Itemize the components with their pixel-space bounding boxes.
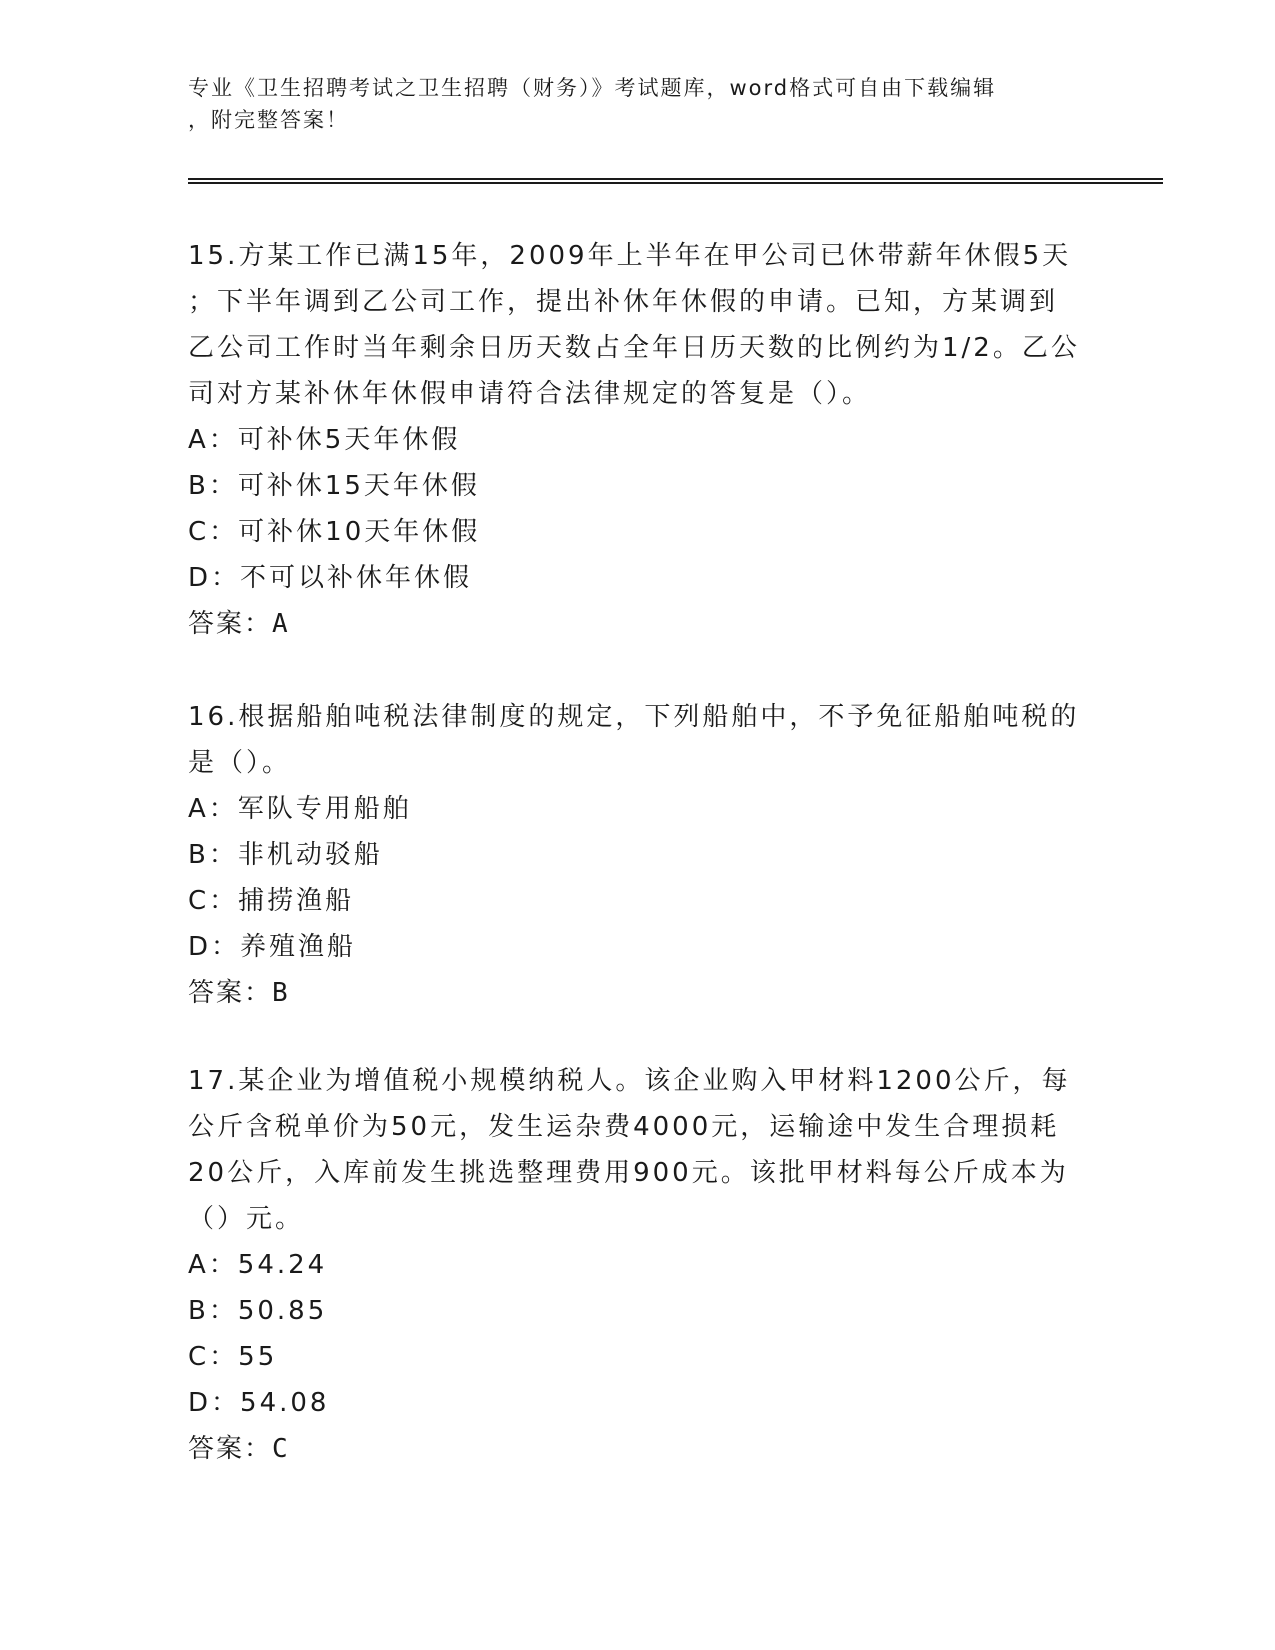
answer-label: 答案：: [188, 609, 273, 639]
question-stem-line: 是（）。: [188, 748, 292, 778]
option-b: B：可补休15天年休假: [188, 471, 480, 501]
option-a: A：54.24: [188, 1250, 328, 1280]
option-d: D：54.08: [188, 1388, 330, 1418]
question-stem-line: 乙公司工作时当年剩余日历天数占全年日历天数的比例约为1/2。乙公: [188, 333, 1080, 363]
answer-line: [188, 1426, 1088, 1472]
option-d: D：养殖渔船: [188, 932, 357, 962]
option-c: C：捕捞渔船: [188, 886, 355, 916]
option-d: D：不可以补休年休假: [188, 563, 473, 593]
question-stem-line: 20公斤，入库前发生挑选整理费用900元。该批甲材料每公斤成本为: [188, 1158, 1069, 1188]
question-17: [188, 1058, 1088, 1472]
header-line-1: 专业《卫生招聘考试之卫生招聘（财务）》考试题库，word格式可自由下载编辑: [188, 76, 997, 100]
header-double-rule: [188, 178, 1163, 184]
option-a: A：可补休5天年休假: [188, 425, 461, 455]
answer-value: C: [272, 1434, 288, 1464]
document-header: [188, 72, 1088, 136]
question-stem-line: 司对方某补休年休假申请符合法律规定的答复是（）。: [188, 379, 872, 409]
question-stem-line: 15.方某工作已满15年，2009年上半年在甲公司已休带薪年休假5天: [188, 241, 1072, 271]
header-line-2: ，附完整答案！: [188, 108, 349, 132]
option-a: A：军队专用船舶: [188, 794, 412, 824]
answer-line: [188, 970, 1088, 1016]
answer-label: 答案：: [188, 978, 273, 1008]
question-16: [188, 694, 1088, 1016]
option-c: C：可补休10天年休假: [188, 517, 481, 547]
question-stem-line: ；下半年调到乙公司工作，提出补休年休假的申请。已知，方某调到: [188, 287, 1059, 317]
question-stem-line: 17.某企业为增值税小规模纳税人。该企业购入甲材料1200公斤，每: [188, 1066, 1071, 1096]
question-15: [188, 233, 1088, 647]
answer-value: A: [272, 609, 288, 639]
option-b: B：非机动驳船: [188, 840, 383, 870]
answer-line: [188, 601, 1088, 647]
answer-value: B: [272, 978, 288, 1008]
question-stem-line: 公斤含税单价为50元，发生运杂费4000元，运输途中发生合理损耗: [188, 1112, 1060, 1142]
question-stem-line: 16.根据船舶吨税法律制度的规定，下列船舶中，不予免征船舶吨税的: [188, 702, 1080, 732]
option-c: C：55: [188, 1342, 278, 1372]
option-b: B：50.85: [188, 1296, 328, 1326]
answer-label: 答案：: [188, 1434, 273, 1464]
question-stem-line: （）元。: [188, 1204, 305, 1234]
